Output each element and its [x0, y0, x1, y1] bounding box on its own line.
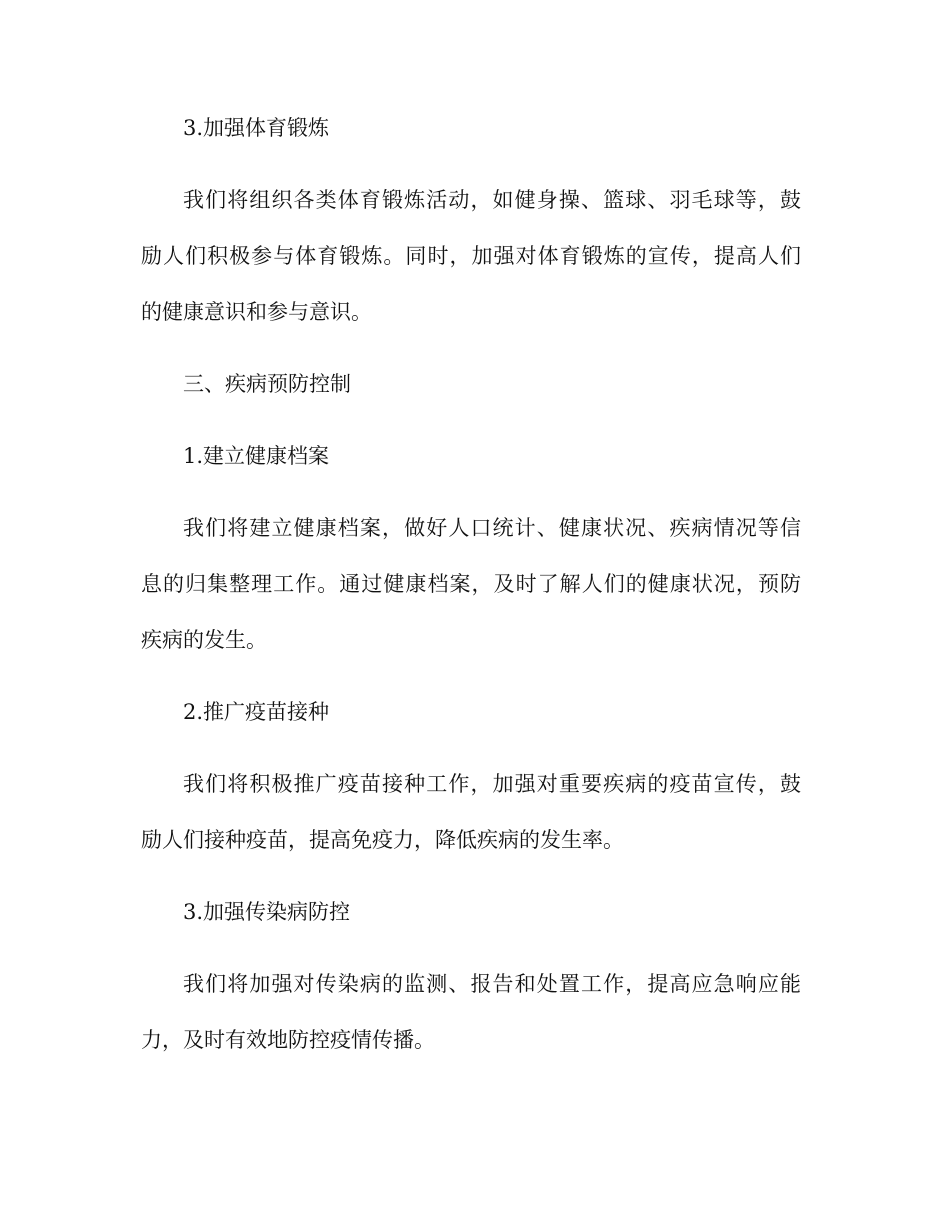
chapter-heading-disease-prevention: 三、疾病预防控制 — [183, 372, 351, 396]
section-heading-physical-exercise: 3.加强体育锻炼 — [183, 116, 330, 140]
paragraph-line: 力，及时有效地防控疫情传播。 — [141, 1028, 435, 1052]
paragraph-line: 息的归集整理工作。通过健康档案，及时了解人们的健康状况，预防 — [141, 572, 801, 596]
section-heading-vaccination: 2.推广疫苗接种 — [183, 700, 330, 724]
paragraph-line: 我们将组织各类体育锻炼活动，如健身操、篮球、羽毛球等，鼓 — [183, 188, 801, 212]
paragraph-physical-exercise — [141, 172, 801, 340]
section-heading-health-records: 1.建立健康档案 — [183, 444, 330, 468]
paragraph-line: 我们将建立健康档案，做好人口统计、健康状况、疾病情况等信 — [183, 516, 801, 540]
paragraph-line: 励人们积极参与体育锻炼。同时，加强对体育锻炼的宣传，提高人们 — [141, 244, 801, 268]
paragraph-vaccination — [141, 756, 801, 868]
paragraph-line: 我们将积极推广疫苗接种工作，加强对重要疾病的疫苗宣传，鼓 — [183, 772, 801, 796]
section-heading-infectious-disease: 3.加强传染病防控 — [183, 900, 351, 924]
paragraph-line: 我们将加强对传染病的监测、报告和处置工作，提高应急响应能 — [183, 972, 801, 996]
paragraph-infectious-disease — [141, 956, 801, 1068]
paragraph-health-records — [141, 500, 801, 668]
paragraph-line: 励人们接种疫苗，提高免疫力，降低疾病的发生率。 — [141, 828, 624, 852]
paragraph-line: 疾病的发生。 — [141, 628, 267, 652]
document-body — [141, 100, 801, 1068]
paragraph-line: 的健康意识和参与意识。 — [141, 300, 372, 324]
